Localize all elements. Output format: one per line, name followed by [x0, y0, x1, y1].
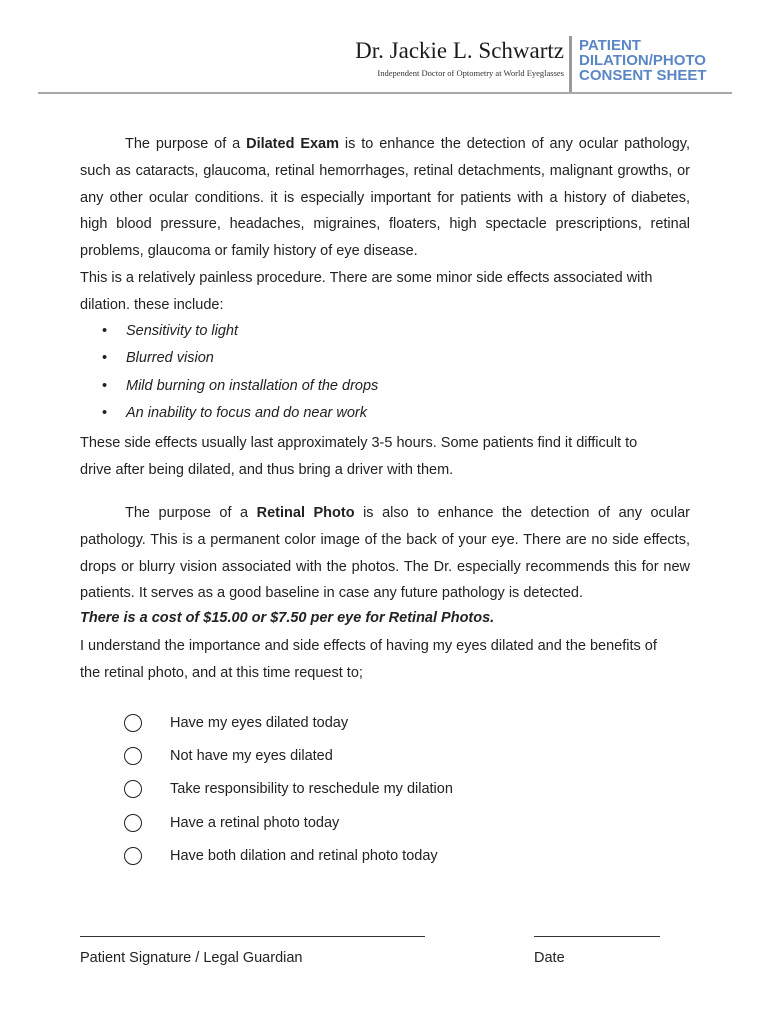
date-label: Date — [534, 950, 565, 966]
side-effects-list — [80, 318, 378, 427]
side-effects-duration-line-1: These side effects usually last approximately 3-5 hours. Some patients find it difficult to — [80, 435, 638, 451]
dilated-exam-term: Dilated Exam — [246, 136, 340, 152]
option-label: Have a retinal photo today — [170, 814, 340, 831]
radio-button[interactable] — [124, 714, 142, 732]
form-title-line-3: CONSENT SHEET — [579, 67, 707, 84]
option-both[interactable] — [124, 839, 453, 872]
dilated-exam-paragraph — [80, 131, 690, 265]
dilated-exam-text: is to enhance the detection of any ocular pathology, such as cataracts, glaucoma, retinal hemorrhages, retinal detachments, malignant growths, or any other ocular conditions. it is especially important for patients with a history of diabetes, high blood pressure, headaches, migraines, floaters, high spectacle prescriptions, retinal problems, glaucoma or family history of eye disease. — [80, 136, 690, 260]
option-label: Take responsibility to reschedule my dilation — [170, 781, 453, 798]
request-statement-line-1: I understand the importance and side effects of having my eyes dilated and the benefits of — [80, 638, 657, 654]
option-retinal-photo[interactable] — [124, 806, 453, 839]
option-label: Not have my eyes dilated — [170, 747, 333, 764]
retinal-photo-intro: The purpose of a — [125, 505, 257, 521]
option-label: Have my eyes dilated today — [170, 714, 349, 731]
signature-line[interactable] — [80, 936, 425, 937]
document-header — [0, 0, 770, 100]
header-rule — [38, 92, 732, 94]
option-label: Have both dilation and retinal photo today — [170, 847, 438, 864]
radio-button[interactable] — [124, 747, 142, 765]
doctor-name: Dr. Jackie L. Schwartz — [355, 38, 564, 63]
option-no-dilation[interactable] — [124, 739, 453, 772]
date-line[interactable] — [534, 936, 660, 937]
radio-button[interactable] — [124, 847, 142, 865]
form-title — [579, 38, 707, 83]
form-title-line-1: PATIENT — [579, 37, 641, 54]
list-item: • Mild burning on installation of the drops — [80, 373, 378, 400]
side-effects-duration-line-2: drive after being dilated, and thus bring a driver with them. — [80, 461, 454, 478]
side-effects-intro — [80, 265, 690, 319]
option-dilate-today[interactable] — [124, 706, 453, 739]
header-divider — [569, 36, 572, 93]
side-effects-duration — [80, 430, 690, 484]
doctor-subtitle: Independent Doctor of Optometry at World Eyeglasses — [377, 68, 564, 78]
radio-button[interactable] — [124, 814, 142, 832]
side-effects-intro-line-2: dilation. these include: — [80, 296, 224, 313]
consent-options — [124, 706, 453, 872]
list-item: • Blurred vision — [80, 345, 378, 372]
retinal-photo-text: is also to enhance the detection of any ocular pathology. This is a permanent color image of the back of your eye. There are no side effects, drops or blurry vision associated with the photos. The Dr. especially recommends this for new patients. It serves as a good baseline in case any future pathology is detected. — [80, 505, 690, 602]
radio-button[interactable] — [124, 780, 142, 798]
dilated-exam-intro: The purpose of a — [125, 136, 247, 152]
list-item: • An inability to focus and do near work — [80, 400, 378, 427]
request-statement — [80, 633, 690, 687]
signature-label: Patient Signature / Legal Guardian — [80, 950, 303, 966]
cost-note: There is a cost of $15.00 or $7.50 per eye for Retinal Photos. — [80, 610, 495, 626]
form-title-line-2: DILATION/PHOTO — [579, 52, 706, 69]
retinal-photo-paragraph — [80, 500, 690, 607]
option-reschedule[interactable] — [124, 773, 453, 806]
request-statement-line-2: the retinal photo, and at this time request to; — [80, 664, 363, 681]
side-effects-intro-line-1: This is a relatively painless procedure. There are some minor side effects associated with — [80, 270, 653, 286]
list-item: • Sensitivity to light — [80, 318, 378, 345]
retinal-photo-term: Retinal Photo — [256, 505, 355, 521]
